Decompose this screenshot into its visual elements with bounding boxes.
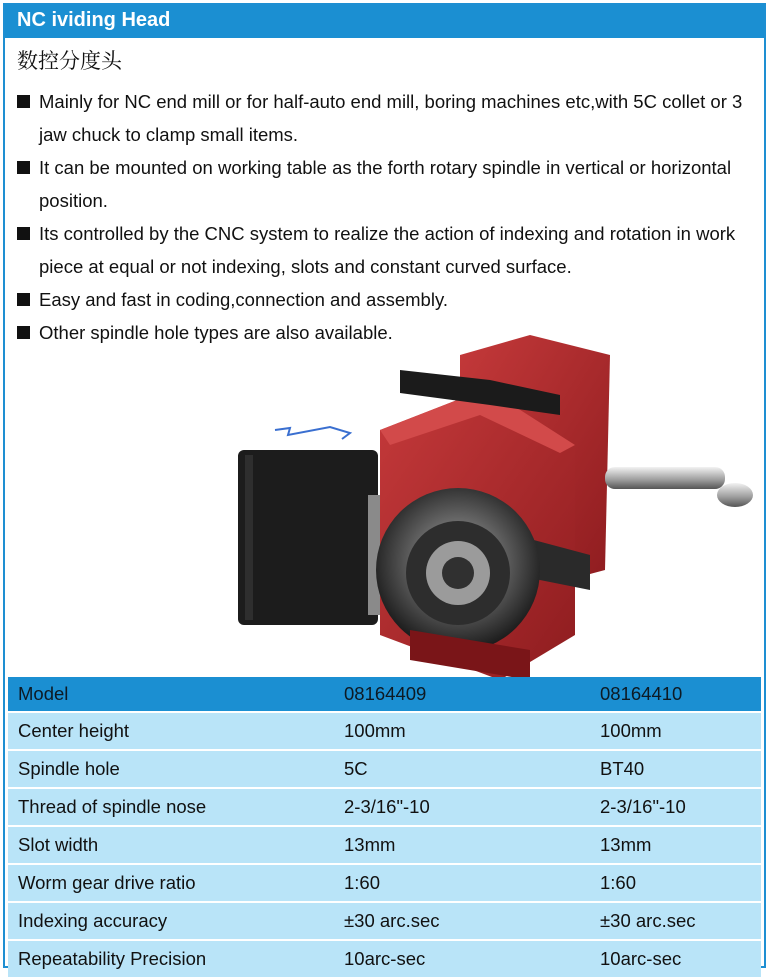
product-sheet [3, 3, 766, 968]
table-row [8, 788, 761, 826]
table-row [8, 826, 761, 864]
header-cell: Model [8, 677, 334, 712]
row-value: 13mm [334, 826, 590, 864]
row-value: ±30 arc.sec [334, 902, 590, 940]
row-value: ±30 arc.sec [590, 902, 761, 940]
header-cell: 08164409 [334, 677, 590, 712]
feature-item: Other spindle hole types are also available. [17, 316, 762, 349]
row-value: 1:60 [334, 864, 590, 902]
row-value: 13mm [590, 826, 761, 864]
table-row [8, 864, 761, 902]
bullet-square-icon [17, 95, 30, 108]
row-value: 10arc-sec [590, 940, 761, 978]
row-value: 100mm [590, 712, 761, 750]
row-label: Spindle hole [8, 750, 334, 788]
row-value: 10arc-sec [334, 940, 590, 978]
row-value: BT40 [590, 750, 761, 788]
chinese-subtitle: 数控分度头 [17, 49, 122, 73]
table-row [8, 940, 761, 978]
row-value: 1:60 [590, 864, 761, 902]
row-value: 100mm [334, 712, 590, 750]
row-label: Repeatability Precision [8, 940, 334, 978]
table-row [8, 750, 761, 788]
row-label: Thread of spindle nose [8, 788, 334, 826]
table-header-row [8, 677, 761, 712]
feature-item: Its controlled by the CNC system to realize the action of indexing and rotation in work piece at equal or not indexing, slots and constant curved surface. [17, 217, 762, 283]
spec-table [8, 677, 761, 979]
feature-item: Mainly for NC end mill or for half-auto end mill, boring machines etc,with 5C collet or 3 jaw chuck to clamp small items. [17, 85, 762, 151]
row-value: 2-3/16"-10 [590, 788, 761, 826]
page-title: NC ividing Head [5, 5, 764, 38]
bullet-square-icon [17, 293, 30, 306]
feature-item: Easy and fast in coding,connection and assembly. [17, 283, 762, 316]
dividing-head-photo [230, 335, 755, 680]
row-label: Slot width [8, 826, 334, 864]
table-row [8, 712, 761, 750]
row-label: Indexing accuracy [8, 902, 334, 940]
bullet-square-icon [17, 161, 30, 174]
bullet-square-icon [17, 227, 30, 240]
row-value: 2-3/16"-10 [334, 788, 590, 826]
table-row [8, 902, 761, 940]
feature-item: It can be mounted on working table as the forth rotary spindle in vertical or horizontal position. [17, 151, 762, 217]
row-label: Worm gear drive ratio [8, 864, 334, 902]
header-cell: 08164410 [590, 677, 761, 712]
row-label: Center height [8, 712, 334, 750]
feature-list [17, 85, 762, 349]
row-value: 5C [334, 750, 590, 788]
bullet-square-icon [17, 326, 30, 339]
